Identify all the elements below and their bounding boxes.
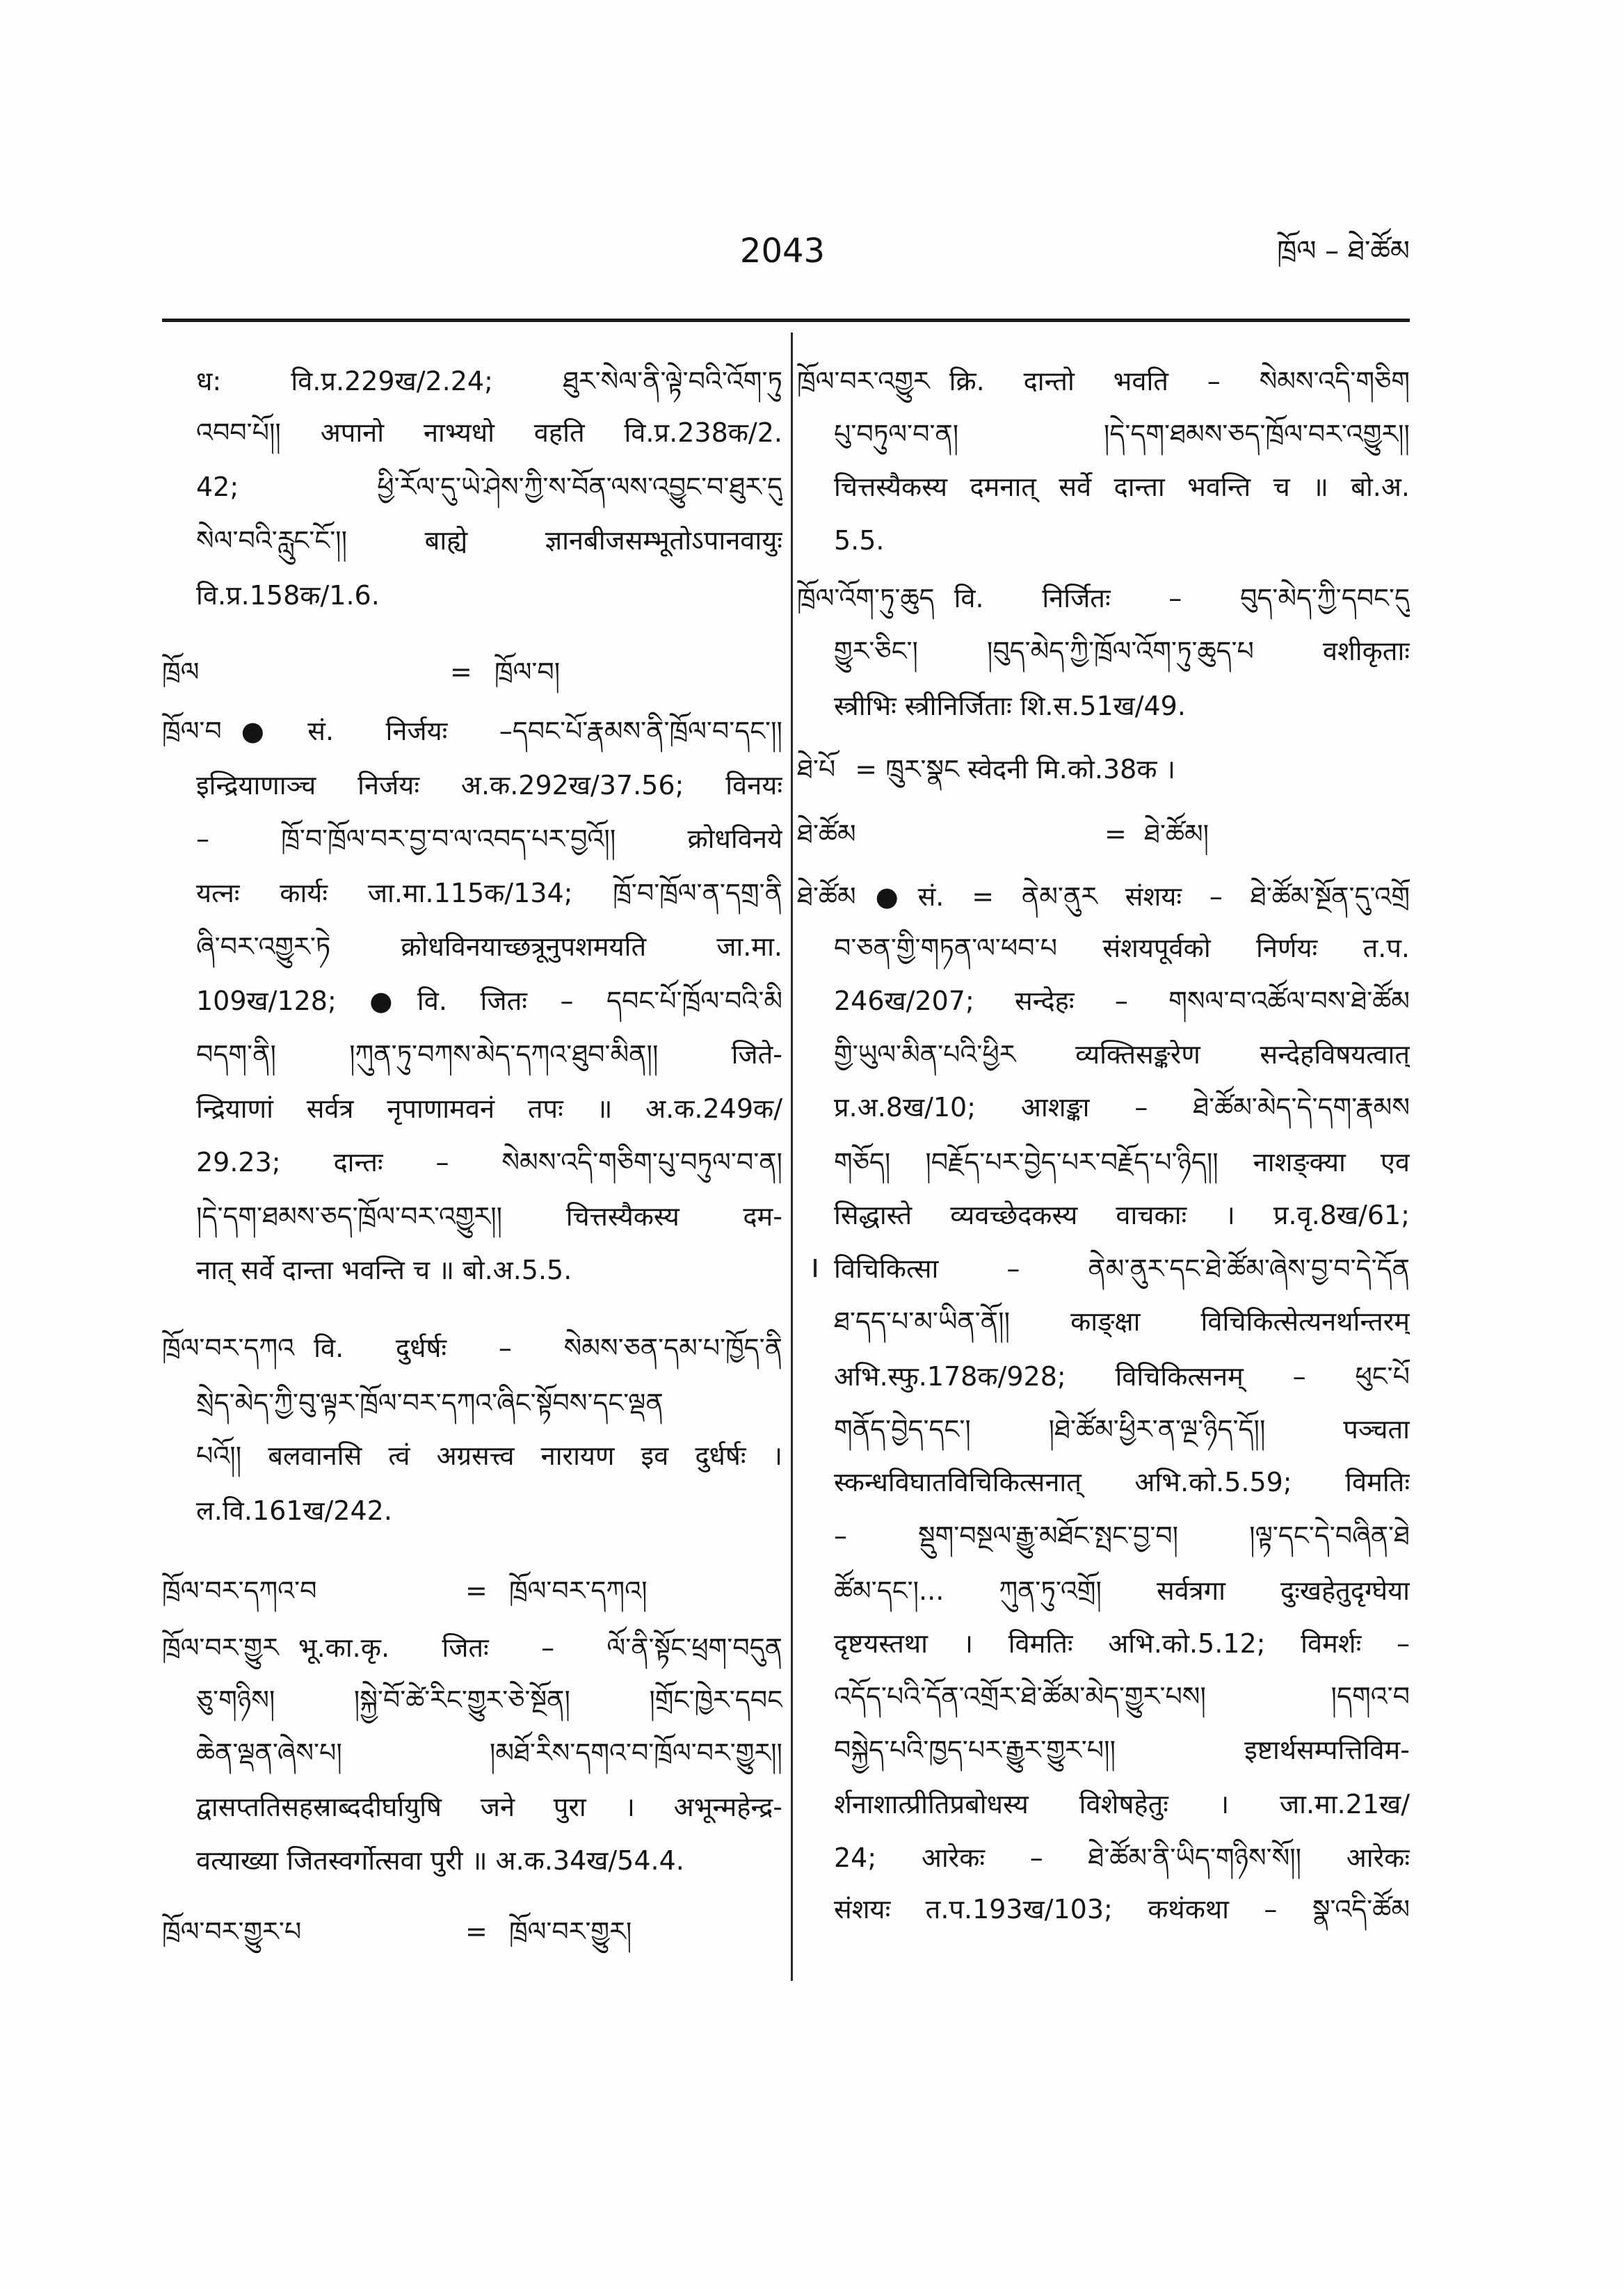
entry-line: ཅུ་གཉིས། །སྐྱེ་བོ་ཚེ་རིང་གྱུར་ཅེ་སྔོན། །གྲོང་ཁྱེར་དབང	[196, 1685, 782, 1715]
entry-head-line	[797, 572, 1410, 625]
entry-line: །དེ་དག་ཐམས་ཅད་ཁྲོལ་བར་འགྱུར།། चित्तस्यैकस्य दम-	[196, 1201, 782, 1232]
entry-head-line	[797, 870, 1410, 923]
entry-line: – སྡུག་བསྔལ་རྒྱུ་མཐོང་སྤང་བྱ་བ། །ལྟ་དང་དེ་བཞིན་ཐེ	[834, 1520, 1410, 1551]
entry-text: वि. निर्जितः – བུད་མེད་ཀྱི་དབང་དུ	[954, 583, 1410, 613]
entry-line: པུ་བཏུལ་བ་ན། །དེ་དག་ཐམས་ཅད་ཁྲོལ་བར་འགྱུར།།	[834, 419, 1410, 449]
entry-line: दृष्टयस्तथा । विमतिः अभि.को.5.12; विमर्शः –	[834, 1628, 1410, 1659]
reference-target: ཁྲོལ་བར་གྱུར།	[509, 1916, 632, 1947]
entry-line: ཆེན་ལྡན་ཞེས་པ། །མཐོ་རིས་དགའ་བ་ཁྲོལ་བར་གྱུར།།	[196, 1737, 782, 1768]
entry-line: यत्नः कार्यः जा.मा.115क/134; ཁྲོ་བ་ཁྲོལ་ན་དགྲ་ནི	[196, 878, 782, 908]
entry-line: སེལ་བའི་རླུང་ངོ་།། बाह्ये ज्ञानबीजसम्भूतोऽपानवायुः	[196, 525, 782, 556]
entry-line: विचिकित्सा – ནེམ་ནུར་དང་ཐེ་ཚོམ་ཞེས་བྱ་བ་དེ་དོན	[834, 1253, 1410, 1284]
entry-line: ध: वि.प्र.229ख/2.24; ཐུར་སེལ་ནི་ལྟེ་བའི་འོག་ཏུ	[196, 366, 782, 396]
entry-line: འབབ་པོ།། अपानो नाभ्यधो वहति वि.प्र.238क/2.	[196, 417, 782, 448]
entry-line: स्त्रीभिः स्त्रीनिर्जिताः शि.स.51ख/49.	[834, 691, 1186, 721]
entry-line: न्द्रियाणां सर्वत्र नृपाणामवनं तपः ॥ अ.क.249क/	[196, 1093, 782, 1124]
headword: ཐེ་ཚོམ	[797, 819, 856, 849]
entry-line: འདོད་པའི་དོན་འགྲོར་ཐེ་ཚོམ་མེད་གྱུར་པས། །དགའ་བ	[834, 1681, 1410, 1712]
headword: ཐེ་པོ	[797, 754, 836, 785]
headword: ཁྲོལ་བར་དཀའ་བ	[162, 1575, 317, 1606]
entry-line: प्र.अ.8ख/10; आशङ्का – ཐེ་ཚོམ་མེད་དེ་དག་རྣམས	[834, 1092, 1410, 1123]
reference-target: ཁྲོལ་བར་དཀའ།	[509, 1575, 648, 1606]
headword: ཁྲོལ་བར་འགྱུར	[797, 366, 930, 396]
entry-head-line	[797, 743, 1410, 796]
entry-line: इन्द्रियाणाञ्च निर्जयः अ.क.292ख/37.56; विनयः	[196, 770, 782, 801]
entry-text: क्रि. दान्तो भवति – སེམས་འདི་གཅིག	[949, 366, 1410, 396]
cross-reference	[162, 645, 782, 698]
headword: ཁྲོལ་བ	[162, 716, 222, 746]
entry-line: བདག་ནི། །ཀུན་ཏུ་བཀས་མེད་དཀའ་ཐུབ་མིན།། जिते-	[196, 1039, 782, 1070]
equals-sign: =	[450, 657, 472, 687]
page-number: 2043	[739, 232, 826, 271]
entry-line: ल.वि.161ख/242.	[196, 1495, 392, 1526]
entry-head-line	[162, 1322, 782, 1374]
entry-line: 5.5.	[834, 525, 885, 556]
entry-line: བ་ཅན་གྱི་གཏན་ལ་ཕབ་པ संशयपूर्वको निर्णयः त.प.	[834, 933, 1410, 963]
entry-line: གྱུར་ཅིང་། །བུད་མེད་ཀྱི་ཁྲོལ་འོག་ཏུ་ཆུད་པ वशीकृताः	[834, 636, 1410, 666]
margin-mark	[814, 1259, 817, 1277]
reference-target: ཁྲོལ་བ།	[495, 657, 561, 687]
entry-line: नात् सर्वे दान्ता भवन्ति च ॥ बो.अ.5.5.	[196, 1255, 572, 1285]
entry-line: वत्याख्या जितस्वर्गोत्सवा पुरी ॥ अ.क.34ख/54.4.	[196, 1845, 684, 1876]
entry-line: ཞི་བར་འགྱུར་ཏེ क्रोधविनयाच्छत्रूनुपशमयति जा.मा.	[196, 931, 782, 962]
entry-line: 109ख/128; ●वि. जितः – དབང་པོ་ཁྲོལ་བའི་མི	[196, 986, 782, 1016]
entry-line: གྱི་ཡུལ་མིན་པའི་ཕྱིར व्यक्तिसङ्करेण सन्देहविषयत्वात्	[834, 1039, 1410, 1070]
cross-reference	[162, 1564, 782, 1617]
entry-text: = ཁྲུར་སྣང स्वेदनी मि.को.38क ।	[855, 754, 1175, 785]
reference-target: ཐེ་ཚོམ།	[1144, 819, 1209, 849]
headword: ཐེ་ཚོམ	[797, 881, 856, 912]
entry-line: ཚོམ་དང་།... ཀུན་ཏུ་འགྲོ། सर्वत्रगा दुःखहेतुदृग्घेया	[834, 1575, 1410, 1606]
entry-head-line	[162, 1621, 782, 1674]
entry-line: བསྐྱེད་པའི་ཁྱད་པར་རྒྱུར་གྱུར་པ།། इष्टार्थसम्पत्तिविम-	[834, 1735, 1410, 1765]
cross-reference	[162, 1905, 782, 1958]
entry-line: चित्तस्यैकस्य दमनात् सर्वे दान्ता भवन्ति च ॥ बो.अ.	[834, 472, 1410, 502]
entry-line: स्कन्धविघातविचिकित्सनात् अभि.को.5.59; विमतिः	[834, 1467, 1410, 1497]
entry-line: གཅོད། །བརྗོད་པར་བྱེད་པར་བརྗོད་པ་ཉིད།། नाशङ्क्या एव	[834, 1147, 1410, 1178]
equals-sign: =	[1104, 819, 1127, 849]
entry-line: 42; ཕྱི་རོལ་དུ་ཡེ་ཤེས་ཀྱི་ས་བོན་ལས་འབྱུང་བ་ཐུར་དུ	[196, 472, 782, 502]
column-divider	[791, 332, 793, 1981]
equals-sign: =	[465, 1575, 488, 1606]
entry-line: 24; आरेकः – ཐེ་ཚོམ་ནི་ཡིད་གཉིས་སོ།། आरेकः	[834, 1842, 1410, 1873]
entry-text: भू.का.कृ. जितः – ལོ་ནི་སྟོང་ཕྲག་བདུན	[298, 1632, 782, 1663]
entry-text: वि. दुर्धर्षः – སེམས་ཅན་དམ་པ་ཁྱོད་ནི	[314, 1333, 782, 1363]
cross-reference	[797, 808, 1410, 860]
entry-line: སྲེད་མེད་ཀྱི་བུ་ལྟར་ཁྲོལ་བར་དཀའ་ཞིང་སྟོབས་དང་ལྡན	[196, 1388, 664, 1418]
entry-head-line	[797, 355, 1410, 408]
entry-line: संशयः त.प.193ख/103; कथंकथा – སྣ་འདི་ཚོམ	[834, 1894, 1410, 1925]
entry-line: वि.प्र.158क/1.6.	[196, 580, 380, 611]
entry-line: र्शनाशात्प्रीतिप्रबोधस्य विशेषहेतुः । जा.मा.21ख/	[834, 1789, 1410, 1820]
entry-line: ཐ་དད་པ་མ་ཡིན་ནོ།། काङ्क्षा विचिकित्सेत्यनर्थान्तरम्	[834, 1306, 1410, 1337]
headword: ཁྲོལ	[162, 657, 200, 687]
headword: ཁྲོལ་འོག་ཏུ་ཆུད	[797, 583, 935, 613]
entry-line: 246ख/207; सन्देहः – གསལ་བ་འཚོལ་བས་ཐེ་ཚོམ	[834, 986, 1410, 1016]
entry-line: 29.23; दान्तः – སེམས་འདི་གཅིག་པུ་བཏུལ་བ་ན།	[196, 1147, 782, 1178]
headword: ཁྲོལ་བར་གྱུར	[162, 1632, 279, 1663]
headword: ཁྲོལ་བར་གྱུར་པ	[162, 1916, 302, 1947]
entry-text: ●सं. निर्जयः –དབང་པོ་རྣམས་ནི་ཁྲོལ་བ་དང་།།	[241, 716, 782, 746]
entry-line: द्वासप्ततिसहस्राब्ददीर्घायुषि जने पुरा । अभून्महेन्द्र-	[196, 1792, 782, 1822]
running-head: ཁྲོལ – ཐེ་ཚོམ	[1277, 235, 1410, 267]
entry-line: པའོ།། बलवानसि त्वं अग्रसत्त्व नारायण इव दुर्धर्षः ।	[196, 1440, 782, 1471]
equals-sign: =	[465, 1916, 488, 1947]
headword: ཁྲོལ་བར་དཀའ	[162, 1333, 295, 1363]
entry-line: – ཁྲོ་བ་ཁྲོལ་བར་བྱ་བ་ལ་འབད་པར་བྱའོ།། क्रोधविनये	[196, 824, 782, 854]
header-rule	[162, 319, 1410, 322]
entry-line: सिद्धास्ते व्यवच्छेदकस्य वाचकाः । प्र.वृ.8ख/61;	[834, 1200, 1410, 1230]
entry-text: ●सं. = ནེམ་ནུར संशयः – ཐེ་ཚོམ་སྔོན་དུ་འགྲོ	[875, 881, 1410, 912]
entry-line: अभि.स्फु.178क/928; विचिकित्सनम् – ཕུང་པོ	[834, 1361, 1410, 1392]
entry-head-line	[162, 705, 782, 757]
entry-line: གནོད་བྱེད་དང་། །ཐེ་ཚོམ་ཕྱིར་ན་ལྔ་ཉིད་དོ།། पञ्चता	[834, 1414, 1410, 1445]
